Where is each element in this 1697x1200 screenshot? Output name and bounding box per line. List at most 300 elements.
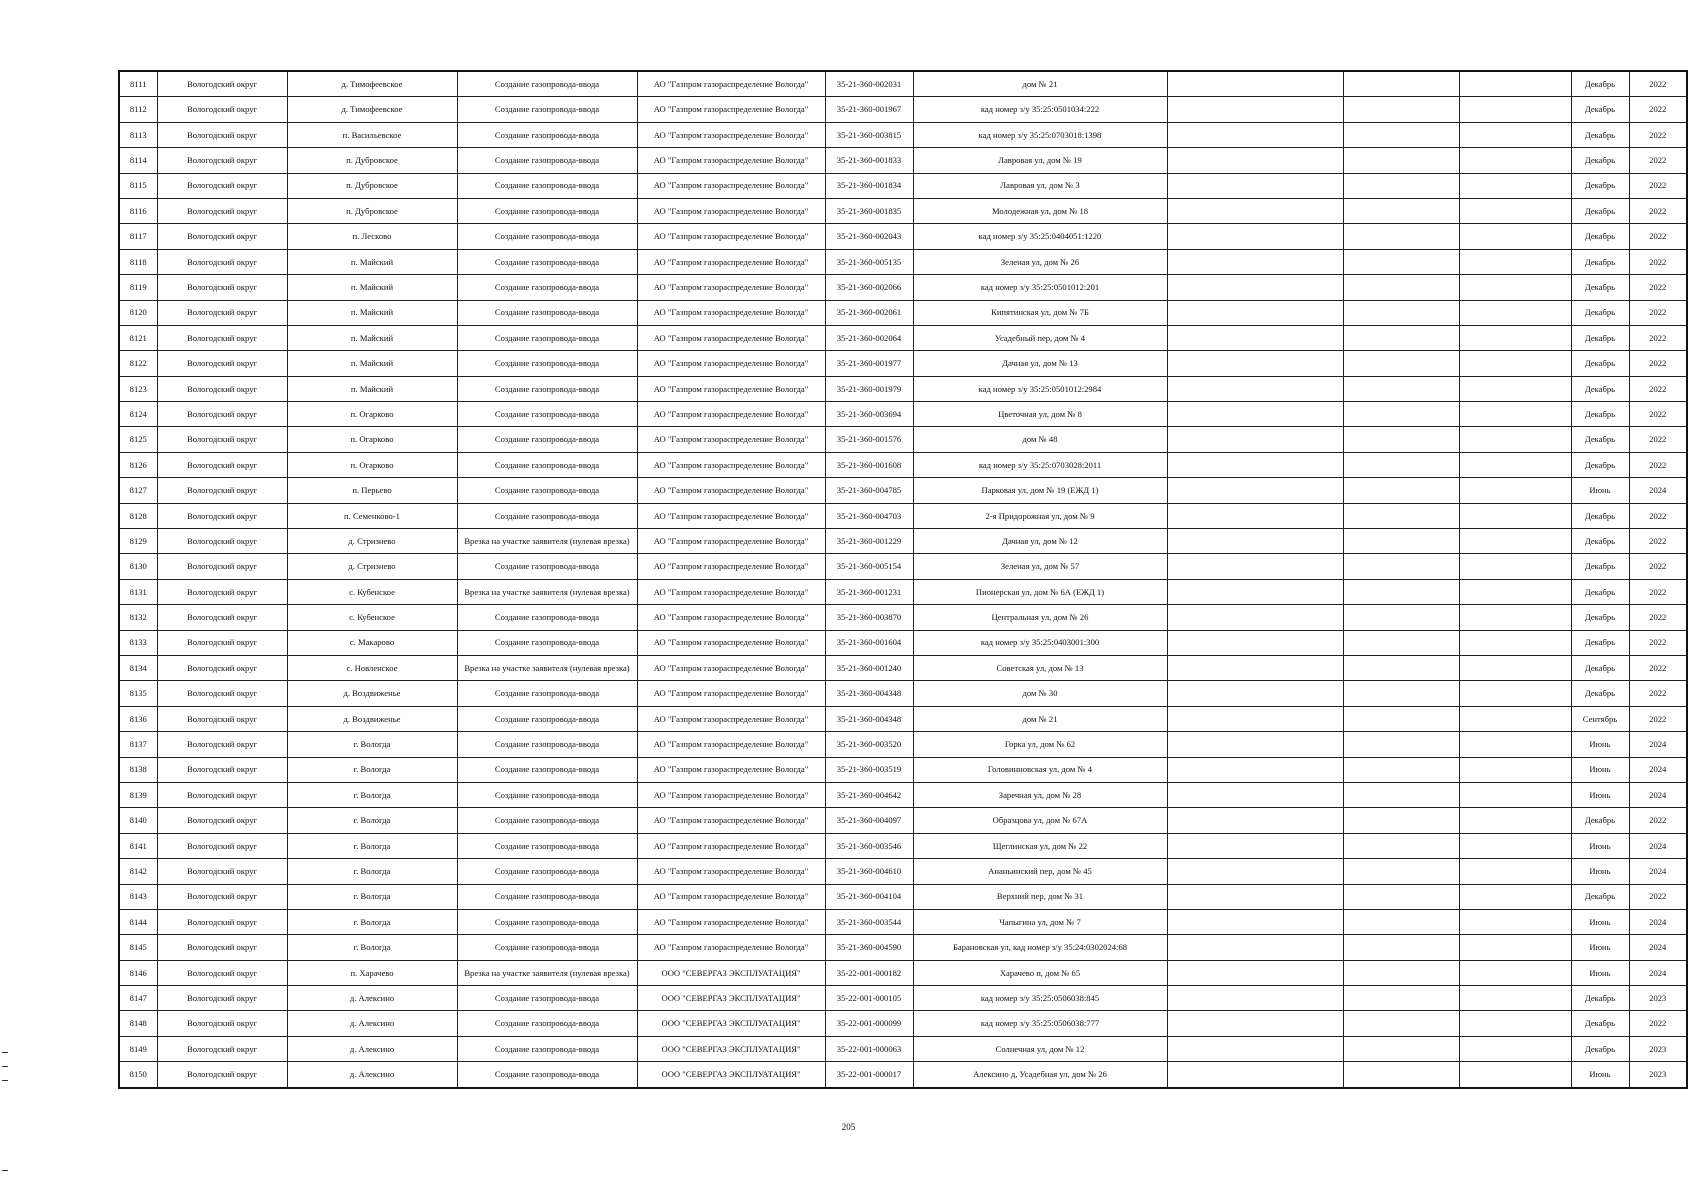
work-type-cell: Врезка на участке заявителя (нулевая врезка): [457, 529, 637, 554]
application-number-cell: 35-21-360-003519: [825, 757, 913, 782]
district-cell: Вологодский округ: [157, 198, 287, 223]
month-cell: Июнь: [1571, 935, 1629, 960]
empty-col-1-cell: [1167, 503, 1343, 528]
empty-col-1-cell: [1167, 859, 1343, 884]
empty-col-2-cell: [1343, 300, 1459, 325]
district-cell: Вологодский округ: [157, 529, 287, 554]
row-number-cell: 8130: [119, 554, 157, 579]
table-row: [119, 122, 1687, 147]
district-cell: Вологодский округ: [157, 325, 287, 350]
work-type-cell: Создание газопровода-ввода: [457, 859, 637, 884]
address-cell: Лавровая ул, дом № 19: [913, 148, 1167, 173]
row-number-cell: 8112: [119, 97, 157, 122]
table-row: [119, 325, 1687, 350]
month-cell: Июнь: [1571, 1062, 1629, 1088]
settlement-cell: д. Алексино: [287, 1011, 457, 1036]
empty-col-2-cell: [1343, 402, 1459, 427]
district-cell: Вологодский округ: [157, 249, 287, 274]
table-row: [119, 757, 1687, 782]
address-cell: Щеглинская ул, дом № 22: [913, 833, 1167, 858]
empty-col-1-cell: [1167, 1036, 1343, 1061]
work-type-cell: Создание газопровода-ввода: [457, 478, 637, 503]
application-number-cell: 35-21-360-005154: [825, 554, 913, 579]
application-number-cell: 35-21-360-001604: [825, 630, 913, 655]
work-type-cell: Создание газопровода-ввода: [457, 402, 637, 427]
organization-cell: ООО "СЕВЕРГАЗ ЭКСПЛУАТАЦИЯ": [637, 1011, 825, 1036]
district-cell: Вологодский округ: [157, 97, 287, 122]
row-number-cell: 8132: [119, 605, 157, 630]
empty-col-2-cell: [1343, 960, 1459, 985]
month-cell: Декабрь: [1571, 681, 1629, 706]
year-cell: 2022: [1629, 579, 1687, 604]
work-type-cell: Создание газопровода-ввода: [457, 935, 637, 960]
empty-col-1-cell: [1167, 173, 1343, 198]
year-cell: 2022: [1629, 71, 1687, 97]
settlement-cell: с. Макарово: [287, 630, 457, 655]
work-type-cell: Создание газопровода-ввода: [457, 884, 637, 909]
application-number-cell: 35-21-360-004703: [825, 503, 913, 528]
organization-cell: АО "Газпром газораспределение Вологда": [637, 224, 825, 249]
month-cell: Декабрь: [1571, 249, 1629, 274]
address-cell: Молодежная ул, дом № 18: [913, 198, 1167, 223]
table-row: [119, 71, 1687, 97]
address-cell: кад номер з/у 35:25:0403001:300: [913, 630, 1167, 655]
table-row: [119, 909, 1687, 934]
empty-col-3-cell: [1459, 173, 1571, 198]
empty-col-3-cell: [1459, 1036, 1571, 1061]
year-cell: 2022: [1629, 198, 1687, 223]
district-cell: Вологодский округ: [157, 452, 287, 477]
settlement-cell: п. Дубровское: [287, 198, 457, 223]
settlement-cell: д. Тимофеевское: [287, 71, 457, 97]
application-number-cell: 35-21-360-005135: [825, 249, 913, 274]
empty-col-3-cell: [1459, 402, 1571, 427]
settlement-cell: п. Перьево: [287, 478, 457, 503]
organization-cell: ООО "СЕВЕРГАЗ ЭКСПЛУАТАЦИЯ": [637, 1062, 825, 1088]
empty-col-1-cell: [1167, 909, 1343, 934]
row-number-cell: 8144: [119, 909, 157, 934]
address-cell: кад номер з/у 35:25:0703028:2011: [913, 452, 1167, 477]
row-number-cell: 8124: [119, 402, 157, 427]
document-sheet: [118, 70, 1686, 1089]
year-cell: 2024: [1629, 960, 1687, 985]
empty-col-1-cell: [1167, 808, 1343, 833]
organization-cell: АО "Газпром газораспределение Вологда": [637, 325, 825, 350]
empty-col-2-cell: [1343, 706, 1459, 731]
district-cell: Вологодский округ: [157, 224, 287, 249]
work-type-cell: Создание газопровода-ввода: [457, 1011, 637, 1036]
empty-col-3-cell: [1459, 782, 1571, 807]
settlement-cell: п. Майский: [287, 325, 457, 350]
application-number-cell: 35-22-001-000105: [825, 986, 913, 1011]
organization-cell: АО "Газпром газораспределение Вологда": [637, 859, 825, 884]
district-cell: Вологодский округ: [157, 681, 287, 706]
empty-col-2-cell: [1343, 198, 1459, 223]
settlement-cell: г. Вологда: [287, 935, 457, 960]
address-cell: Ананьинский пер, дом № 45: [913, 859, 1167, 884]
address-cell: Советская ул, дом № 13: [913, 655, 1167, 680]
district-cell: Вологодский округ: [157, 935, 287, 960]
work-type-cell: Создание газопровода-ввода: [457, 808, 637, 833]
table-row: [119, 478, 1687, 503]
address-cell: Харачево п, дом № 65: [913, 960, 1167, 985]
table-row: [119, 554, 1687, 579]
empty-col-2-cell: [1343, 275, 1459, 300]
month-cell: Декабрь: [1571, 986, 1629, 1011]
work-type-cell: Создание газопровода-ввода: [457, 224, 637, 249]
application-number-cell: 35-22-001-000017: [825, 1062, 913, 1088]
table-row: [119, 605, 1687, 630]
work-type-cell: Создание газопровода-ввода: [457, 706, 637, 731]
empty-col-1-cell: [1167, 529, 1343, 554]
empty-col-2-cell: [1343, 148, 1459, 173]
address-cell: кад номер з/у 35:25:0404051:1220: [913, 224, 1167, 249]
application-number-cell: 35-21-360-004785: [825, 478, 913, 503]
address-cell: Центральная ул, дом № 26: [913, 605, 1167, 630]
district-cell: Вологодский округ: [157, 1011, 287, 1036]
address-cell: Дачная ул, дом № 13: [913, 351, 1167, 376]
row-number-cell: 8135: [119, 681, 157, 706]
work-type-cell: Создание газопровода-ввода: [457, 97, 637, 122]
table-row: [119, 300, 1687, 325]
address-cell: кад номер з/у 35:25:0703018:1398: [913, 122, 1167, 147]
year-cell: 2022: [1629, 503, 1687, 528]
empty-col-2-cell: [1343, 122, 1459, 147]
application-number-cell: 35-21-360-002031: [825, 71, 913, 97]
empty-col-1-cell: [1167, 351, 1343, 376]
settlement-cell: г. Вологда: [287, 808, 457, 833]
organization-cell: АО "Газпром газораспределение Вологда": [637, 249, 825, 274]
district-cell: Вологодский округ: [157, 275, 287, 300]
district-cell: Вологодский округ: [157, 351, 287, 376]
month-cell: Декабрь: [1571, 224, 1629, 249]
organization-cell: АО "Газпром газораспределение Вологда": [637, 478, 825, 503]
address-cell: Зеленая ул, дом № 57: [913, 554, 1167, 579]
table-row: [119, 275, 1687, 300]
work-type-cell: Создание газопровода-ввода: [457, 376, 637, 401]
empty-col-3-cell: [1459, 122, 1571, 147]
settlement-cell: с. Кубенское: [287, 605, 457, 630]
work-type-cell: Врезка на участке заявителя (нулевая врезка): [457, 655, 637, 680]
empty-col-3-cell: [1459, 452, 1571, 477]
district-cell: Вологодский округ: [157, 833, 287, 858]
application-number-cell: 35-21-360-004348: [825, 706, 913, 731]
row-number-cell: 8128: [119, 503, 157, 528]
month-cell: Июнь: [1571, 909, 1629, 934]
row-number-cell: 8149: [119, 1036, 157, 1061]
empty-col-1-cell: [1167, 427, 1343, 452]
month-cell: Июнь: [1571, 859, 1629, 884]
application-number-cell: 35-21-360-001977: [825, 351, 913, 376]
month-cell: Июнь: [1571, 478, 1629, 503]
empty-col-3-cell: [1459, 325, 1571, 350]
organization-cell: АО "Газпром газораспределение Вологда": [637, 351, 825, 376]
organization-cell: АО "Газпром газораспределение Вологда": [637, 732, 825, 757]
scan-edge-mark: [2, 1080, 8, 1081]
year-cell: 2022: [1629, 275, 1687, 300]
month-cell: Сентябрь: [1571, 706, 1629, 731]
empty-col-2-cell: [1343, 478, 1459, 503]
row-number-cell: 8140: [119, 808, 157, 833]
year-cell: 2022: [1629, 249, 1687, 274]
empty-col-1-cell: [1167, 300, 1343, 325]
address-cell: Образцова ул, дом № 67А: [913, 808, 1167, 833]
empty-col-3-cell: [1459, 909, 1571, 934]
empty-col-1-cell: [1167, 452, 1343, 477]
organization-cell: АО "Газпром газораспределение Вологда": [637, 706, 825, 731]
empty-col-1-cell: [1167, 706, 1343, 731]
empty-col-2-cell: [1343, 554, 1459, 579]
district-cell: Вологодский округ: [157, 402, 287, 427]
table-row: [119, 224, 1687, 249]
empty-col-3-cell: [1459, 300, 1571, 325]
application-number-cell: 35-21-360-004348: [825, 681, 913, 706]
row-number-cell: 8125: [119, 427, 157, 452]
year-cell: 2023: [1629, 986, 1687, 1011]
address-cell: Чапыгина ул, дом № 7: [913, 909, 1167, 934]
row-number-cell: 8147: [119, 986, 157, 1011]
work-type-cell: Создание газопровода-ввода: [457, 427, 637, 452]
empty-col-1-cell: [1167, 554, 1343, 579]
organization-cell: АО "Газпром газораспределение Вологда": [637, 148, 825, 173]
empty-col-2-cell: [1343, 757, 1459, 782]
empty-col-2-cell: [1343, 97, 1459, 122]
settlement-cell: п. Дубровское: [287, 148, 457, 173]
organization-cell: АО "Газпром газораспределение Вологда": [637, 935, 825, 960]
application-number-cell: 35-21-360-003694: [825, 402, 913, 427]
table-row: [119, 706, 1687, 731]
empty-col-1-cell: [1167, 960, 1343, 985]
district-cell: Вологодский округ: [157, 300, 287, 325]
organization-cell: АО "Газпром газораспределение Вологда": [637, 452, 825, 477]
empty-col-1-cell: [1167, 478, 1343, 503]
month-cell: Декабрь: [1571, 529, 1629, 554]
empty-col-2-cell: [1343, 173, 1459, 198]
district-cell: Вологодский округ: [157, 986, 287, 1011]
organization-cell: АО "Газпром газораспределение Вологда": [637, 402, 825, 427]
month-cell: Декабрь: [1571, 97, 1629, 122]
empty-col-2-cell: [1343, 1036, 1459, 1061]
table-row: [119, 376, 1687, 401]
empty-col-3-cell: [1459, 224, 1571, 249]
year-cell: 2024: [1629, 909, 1687, 934]
year-cell: 2022: [1629, 148, 1687, 173]
scan-edge-mark: [2, 1052, 8, 1053]
empty-col-1-cell: [1167, 325, 1343, 350]
address-cell: Парковая ул, дом № 19 (ЕЖД 1): [913, 478, 1167, 503]
address-cell: дом № 48: [913, 427, 1167, 452]
empty-col-2-cell: [1343, 833, 1459, 858]
month-cell: Декабрь: [1571, 376, 1629, 401]
year-cell: 2022: [1629, 325, 1687, 350]
application-number-cell: 35-21-360-001967: [825, 97, 913, 122]
district-cell: Вологодский округ: [157, 909, 287, 934]
settlement-cell: г. Вологда: [287, 833, 457, 858]
address-cell: кад номер з/у 35:25:0506038:845: [913, 986, 1167, 1011]
empty-col-1-cell: [1167, 1062, 1343, 1088]
empty-col-3-cell: [1459, 808, 1571, 833]
empty-col-3-cell: [1459, 655, 1571, 680]
address-cell: кад номер з/у 35:25:0501012:201: [913, 275, 1167, 300]
address-cell: Зеленая ул, дом № 26: [913, 249, 1167, 274]
empty-col-3-cell: [1459, 960, 1571, 985]
row-number-cell: 8141: [119, 833, 157, 858]
row-number-cell: 8118: [119, 249, 157, 274]
table-row: [119, 630, 1687, 655]
settlement-cell: п. Огарково: [287, 452, 457, 477]
application-number-cell: 35-21-360-004097: [825, 808, 913, 833]
table-row: [119, 808, 1687, 833]
district-cell: Вологодский округ: [157, 706, 287, 731]
organization-cell: АО "Газпром газораспределение Вологда": [637, 529, 825, 554]
row-number-cell: 8133: [119, 630, 157, 655]
district-cell: Вологодский округ: [157, 122, 287, 147]
year-cell: 2022: [1629, 97, 1687, 122]
district-cell: Вологодский округ: [157, 376, 287, 401]
empty-col-3-cell: [1459, 579, 1571, 604]
district-cell: Вологодский округ: [157, 960, 287, 985]
organization-cell: АО "Газпром газораспределение Вологда": [637, 884, 825, 909]
empty-col-1-cell: [1167, 122, 1343, 147]
settlement-cell: п. Майский: [287, 300, 457, 325]
district-cell: Вологодский округ: [157, 782, 287, 807]
application-number-cell: 35-21-360-004104: [825, 884, 913, 909]
empty-col-1-cell: [1167, 833, 1343, 858]
address-cell: дом № 21: [913, 71, 1167, 97]
address-cell: Лавровая ул, дом № 3: [913, 173, 1167, 198]
organization-cell: ООО "СЕВЕРГАЗ ЭКСПЛУАТАЦИЯ": [637, 1036, 825, 1061]
month-cell: Декабрь: [1571, 630, 1629, 655]
empty-col-1-cell: [1167, 782, 1343, 807]
settlement-cell: п. Огарково: [287, 427, 457, 452]
settlement-cell: д. Воздвиженье: [287, 706, 457, 731]
page-number: 205: [841, 1122, 856, 1132]
application-number-cell: 35-21-360-002061: [825, 300, 913, 325]
settlement-cell: п. Харачево: [287, 960, 457, 985]
month-cell: Декабрь: [1571, 275, 1629, 300]
year-cell: 2022: [1629, 122, 1687, 147]
settlement-cell: г. Вологда: [287, 782, 457, 807]
settlement-cell: п. Семенково-1: [287, 503, 457, 528]
empty-col-3-cell: [1459, 427, 1571, 452]
work-type-cell: Врезка на участке заявителя (нулевая врезка): [457, 960, 637, 985]
application-number-cell: 35-21-360-004610: [825, 859, 913, 884]
address-cell: Солнечная ул, дом № 12: [913, 1036, 1167, 1061]
organization-cell: АО "Газпром газораспределение Вологда": [637, 173, 825, 198]
empty-col-1-cell: [1167, 884, 1343, 909]
month-cell: Декабрь: [1571, 122, 1629, 147]
work-type-cell: Создание газопровода-ввода: [457, 833, 637, 858]
table-row: [119, 1011, 1687, 1036]
empty-col-2-cell: [1343, 224, 1459, 249]
settlement-cell: г. Вологда: [287, 884, 457, 909]
empty-col-1-cell: [1167, 757, 1343, 782]
organization-cell: АО "Газпром газораспределение Вологда": [637, 554, 825, 579]
year-cell: 2022: [1629, 808, 1687, 833]
application-number-cell: 35-21-360-003870: [825, 605, 913, 630]
table-row: [119, 148, 1687, 173]
settlement-cell: п. Майский: [287, 275, 457, 300]
address-cell: Пионерская ул, дом № 6А (ЕЖД 1): [913, 579, 1167, 604]
empty-col-1-cell: [1167, 198, 1343, 223]
district-cell: Вологодский округ: [157, 630, 287, 655]
organization-cell: АО "Газпром газораспределение Вологда": [637, 655, 825, 680]
settlement-cell: п. Майский: [287, 376, 457, 401]
table-row: [119, 986, 1687, 1011]
district-cell: Вологодский округ: [157, 1036, 287, 1061]
organization-cell: АО "Газпром газораспределение Вологда": [637, 376, 825, 401]
year-cell: 2024: [1629, 478, 1687, 503]
row-number-cell: 8122: [119, 351, 157, 376]
address-cell: Верхний пер, дом № 31: [913, 884, 1167, 909]
row-number-cell: 8119: [119, 275, 157, 300]
application-number-cell: 35-21-360-001979: [825, 376, 913, 401]
month-cell: Июнь: [1571, 732, 1629, 757]
address-cell: 2-я Придорожная ул, дом № 9: [913, 503, 1167, 528]
empty-col-3-cell: [1459, 706, 1571, 731]
empty-col-2-cell: [1343, 249, 1459, 274]
organization-cell: АО "Газпром газораспределение Вологда": [637, 630, 825, 655]
application-number-cell: 35-21-360-003520: [825, 732, 913, 757]
year-cell: 2022: [1629, 630, 1687, 655]
empty-col-3-cell: [1459, 376, 1571, 401]
settlement-cell: д. Алексино: [287, 1036, 457, 1061]
month-cell: Декабрь: [1571, 148, 1629, 173]
application-number-cell: 35-21-360-001835: [825, 198, 913, 223]
organization-cell: АО "Газпром газораспределение Вологда": [637, 681, 825, 706]
empty-col-1-cell: [1167, 1011, 1343, 1036]
work-type-cell: Создание газопровода-ввода: [457, 452, 637, 477]
empty-col-2-cell: [1343, 503, 1459, 528]
empty-col-3-cell: [1459, 605, 1571, 630]
district-cell: Вологодский округ: [157, 808, 287, 833]
empty-col-3-cell: [1459, 833, 1571, 858]
table-row: [119, 960, 1687, 985]
organization-cell: ООО "СЕВЕРГАЗ ЭКСПЛУАТАЦИЯ": [637, 960, 825, 985]
organization-cell: АО "Газпром газораспределение Вологда": [637, 97, 825, 122]
work-type-cell: Создание газопровода-ввода: [457, 351, 637, 376]
district-cell: Вологодский округ: [157, 71, 287, 97]
organization-cell: АО "Газпром газораспределение Вологда": [637, 122, 825, 147]
month-cell: Декабрь: [1571, 655, 1629, 680]
application-number-cell: 35-21-360-002064: [825, 325, 913, 350]
year-cell: 2022: [1629, 605, 1687, 630]
empty-col-1-cell: [1167, 249, 1343, 274]
address-cell: Дачная ул, дом № 12: [913, 529, 1167, 554]
address-cell: Горка ул, дом № 62: [913, 732, 1167, 757]
organization-cell: АО "Газпром газораспределение Вологда": [637, 198, 825, 223]
empty-col-3-cell: [1459, 198, 1571, 223]
month-cell: Декабрь: [1571, 579, 1629, 604]
empty-col-3-cell: [1459, 630, 1571, 655]
year-cell: 2022: [1629, 452, 1687, 477]
empty-col-1-cell: [1167, 630, 1343, 655]
work-type-cell: Создание газопровода-ввода: [457, 681, 637, 706]
empty-col-2-cell: [1343, 376, 1459, 401]
address-cell: Головинновская ул, дом № 4: [913, 757, 1167, 782]
table-row: [119, 782, 1687, 807]
district-cell: Вологодский округ: [157, 1062, 287, 1088]
row-number-cell: 8120: [119, 300, 157, 325]
work-type-cell: Врезка на участке заявителя (нулевая врезка): [457, 579, 637, 604]
empty-col-3-cell: [1459, 884, 1571, 909]
district-cell: Вологодский округ: [157, 732, 287, 757]
row-number-cell: 8136: [119, 706, 157, 731]
row-number-cell: 8129: [119, 529, 157, 554]
empty-col-1-cell: [1167, 97, 1343, 122]
address-cell: дом № 21: [913, 706, 1167, 731]
address-cell: кад номер з/у 35:25:0506038:777: [913, 1011, 1167, 1036]
